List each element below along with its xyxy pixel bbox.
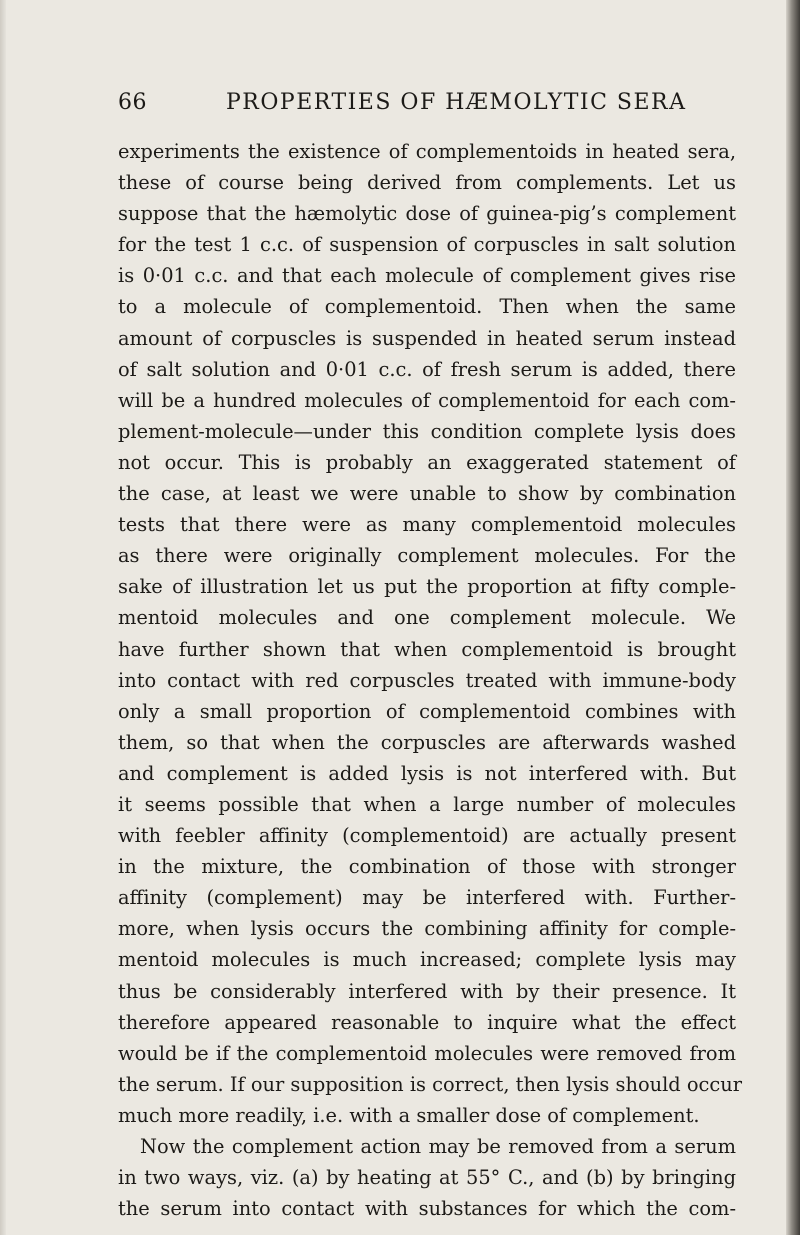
text-line: of salt solution and 0·01 c.c. of fresh serum is added, there [118, 357, 736, 381]
text-line: Now the complement action may be removed from a serum [140, 1135, 736, 1158]
page-binding-edge [786, 0, 800, 1235]
text-line: will be a hundred molecules of complementoid for each com- [118, 388, 736, 412]
text-line: not occur. This is probably an exaggerated statement of [118, 450, 736, 474]
text-line: these of course being derived from complements. Let us [118, 171, 736, 195]
text-line: it seems possible that when a large number of molecules [118, 792, 736, 816]
text-line: tests that there were as many complementoid molecules [118, 513, 736, 537]
text-line: the serum. If our supposition is correct, then lysis should occur [118, 1072, 743, 1096]
text-line: and complement is added lysis is not interfered with. But [118, 761, 736, 785]
text-line: the case, at least we were unable to show by combination [118, 482, 736, 506]
text-line: therefore appeared reasonable to inquire what the effect [118, 1010, 736, 1034]
text-line: amount of corpuscles is suspended in heated serum instead [118, 326, 736, 350]
page-left-edge [0, 0, 6, 1235]
text-line: the serum into contact with substances for which the com- [118, 1197, 736, 1221]
text-line: mentoid molecules is much increased; complete lysis may [118, 948, 736, 972]
text-line: plement-molecule—under this condition complete lysis does [118, 419, 736, 443]
text-line: with feebler affinity (complementoid) are actually present [118, 824, 736, 848]
text-line: only a small proportion of complementoid combines with [118, 699, 736, 723]
text-line: is 0·01 c.c. and that each molecule of complement gives rise [118, 264, 736, 288]
page-number: 66 [118, 90, 147, 115]
running-title: PROPERTIES OF HÆMOLYTIC SERA [226, 90, 687, 115]
text-line: thus be considerably interfered with by their presence. It [118, 979, 736, 1003]
text-line: in the mixture, the combination of those with stronger [118, 855, 736, 879]
page-header [118, 90, 718, 122]
text-line: more, when lysis occurs the combining affinity for comple- [118, 917, 736, 941]
text-line: affinity (complement) may be interfered with. Further- [118, 886, 736, 910]
text-line: into contact with red corpuscles treated with immune-body [118, 668, 736, 692]
text-line: suppose that the hæmolytic dose of guinea-pig’s complement [118, 202, 736, 226]
text-line: much more readily, i.e. with a smaller dose of complement. [118, 1103, 700, 1127]
text-line: have further shown that when complementoid is brought [118, 637, 736, 661]
body-text [118, 136, 743, 1224]
text-line: as there were originally complement molecules. For the [118, 544, 736, 568]
text-line: to a molecule of complementoid. Then when the same [118, 295, 736, 319]
text-line: experiments the existence of complementoids in heated sera, [118, 140, 736, 163]
text-line: for the test 1 c.c. of suspension of corpuscles in salt solution [118, 233, 736, 257]
text-line: sake of illustration let us put the proportion at fifty comple- [118, 575, 736, 599]
text-line: would be if the complementoid molecules were removed from [118, 1041, 736, 1065]
text-line: in two ways, viz. (a) by heating at 55° C., and (b) by bringing [118, 1166, 736, 1190]
text-line: mentoid molecules and one complement molecule. We [118, 606, 736, 630]
text-line: them, so that when the corpuscles are afterwards washed [118, 730, 736, 754]
